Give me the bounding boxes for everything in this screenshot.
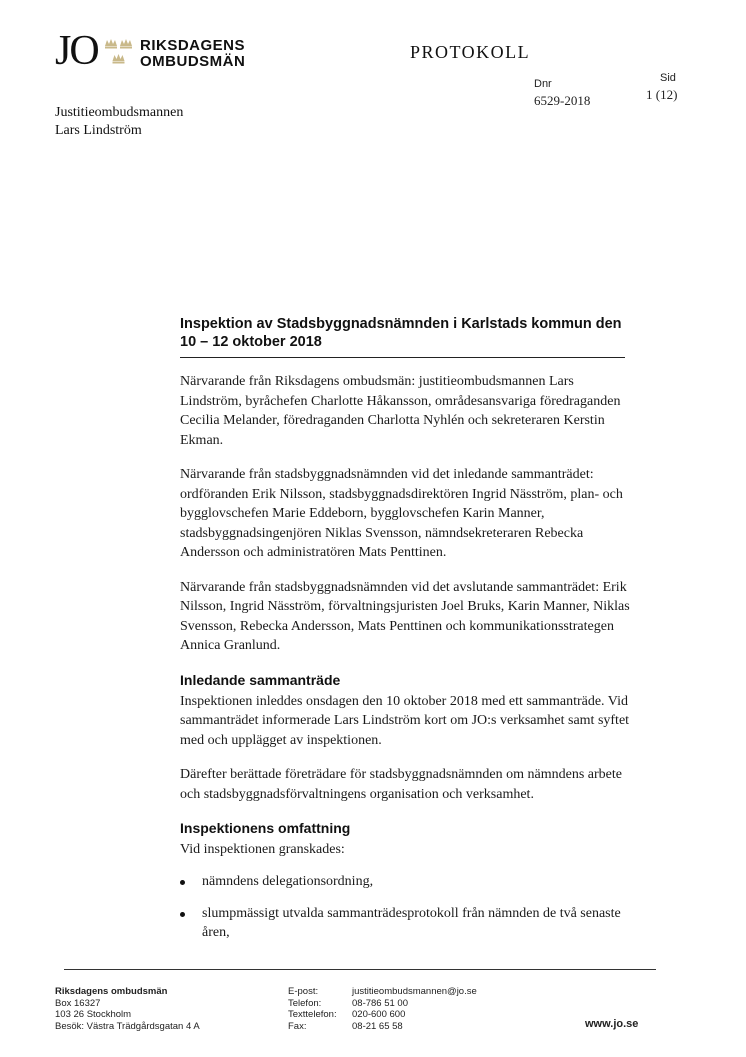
footer-divider <box>64 969 656 970</box>
bullet-icon <box>180 912 185 917</box>
paragraph-attendees-opening: Närvarande från stadsbyggnadsnämnden vid det inledande sammanträdet: ordföranden Erik Nilsson, stadsbyggnadsdirektören Ingrid Näsström, plan- och bygglovschefen Marie Eddeborn, bygglovschefen Karin Manner, stadsbyggnadsingenjören Niklas Svensson, nämndsekreteraren Rebecka Andersson och administratören Mats Penttinen. <box>180 467 623 560</box>
section-heading-scope: Inspektionens omfattning <box>180 820 351 836</box>
logo-text <box>140 38 245 70</box>
phone-label: Telefon: <box>288 997 322 1009</box>
logo-line-2: OMBUDSMÄN <box>140 53 246 70</box>
logo-line-1: RIKSDAGENS <box>140 37 246 54</box>
footer-box: Box 16327 <box>55 997 101 1009</box>
title-line-1: Inspektion av Stadsbyggnadsnämnden i Karlstads kommun den <box>180 316 622 332</box>
title-line-2: 10 – 12 oktober 2018 <box>180 334 322 350</box>
scope-list <box>180 872 630 942</box>
fax-value: 08-21 65 58 <box>352 1020 403 1032</box>
list-item-text: slumpmässigt utvalda sammanträdesprotokoll från nämnden de två senaste åren, <box>202 905 621 940</box>
phone-value: 08-786 51 00 <box>352 997 408 1009</box>
paragraph-opening-meeting: Inspektionen inleddes onsdagen den 10 oktober 2018 med ett sammanträde. Vid sammanträdet informerade Lars Lindström kort om JO:s verksamhet samt syftet med och upplägget av inspektionen. <box>180 693 630 748</box>
dnr-label: Dnr <box>534 78 552 90</box>
paragraph-presentation: Därefter berättade företrädare för stadsbyggnadsnämnden om nämndens arbete och stadsbyggnadsförvaltningens organisation och verksamhet. <box>180 767 622 802</box>
footer-org-name: Riksdagens ombudsmän <box>55 986 168 997</box>
document-title <box>180 315 625 358</box>
paragraph-attendees-jo: Närvarande från Riksdagens ombudsmän: justitieombudsmannen Lars Lindström, byråchefen Charlotte Håkansson, områdesansvariga föredraganden Cecilia Melander, föredraganden Charlotta Nyhlén och sekreteraren Kerstin Ekman. <box>180 374 621 448</box>
list-item <box>180 904 630 942</box>
footer-visit: Besök: Västra Trädgårdsgatan 4 A <box>55 1020 200 1032</box>
main-content <box>180 315 630 955</box>
paragraph-scope-intro: Vid inspektionen granskades: <box>180 842 345 857</box>
author-name: Lars Lindström <box>55 123 142 138</box>
email-link[interactable]: justitieombudsmannen@jo.se <box>352 986 477 997</box>
document-type: PROTOKOLL <box>410 42 531 62</box>
bullet-icon <box>180 880 185 885</box>
crown-icon <box>104 38 134 72</box>
textphone-value: 020-600 600 <box>352 1009 406 1020</box>
email-label: E-post: <box>288 986 319 997</box>
author-block <box>55 104 183 140</box>
section-heading-opening-meeting: Inledande sammanträde <box>180 671 341 688</box>
dnr-value: 6529-2018 <box>534 93 591 108</box>
author-title: Justitieombudsmannen <box>55 105 184 120</box>
fax-label: Fax: <box>288 1020 307 1032</box>
paragraph-attendees-closing: Närvarande från stadsbyggnadsnämnden vid det avslutande sammanträdet: Erik Nilsson, Ingrid Näsström, förvaltningsjuristen Joel Bruks, Karin Manner, Niklas Svensson, Rebecka Andersson, Mats Penttinen och kommunikationsstrategen Annica Granlund. <box>180 579 630 653</box>
list-item-text: nämndens delegationsordning, <box>202 873 374 889</box>
page-label: Sid <box>660 72 676 84</box>
list-item <box>180 872 630 891</box>
textphone-label: Texttelefon: <box>288 1009 337 1020</box>
page-number: 1 (12) <box>646 87 678 102</box>
website-link[interactable]: www.jo.se <box>585 1018 639 1030</box>
footer-contact-labels <box>288 986 337 1032</box>
logo-jo: JO <box>55 28 98 74</box>
footer-postal: 103 26 Stockholm <box>55 1009 132 1020</box>
footer-address <box>55 986 200 1032</box>
footer-contact-values <box>352 986 477 1032</box>
